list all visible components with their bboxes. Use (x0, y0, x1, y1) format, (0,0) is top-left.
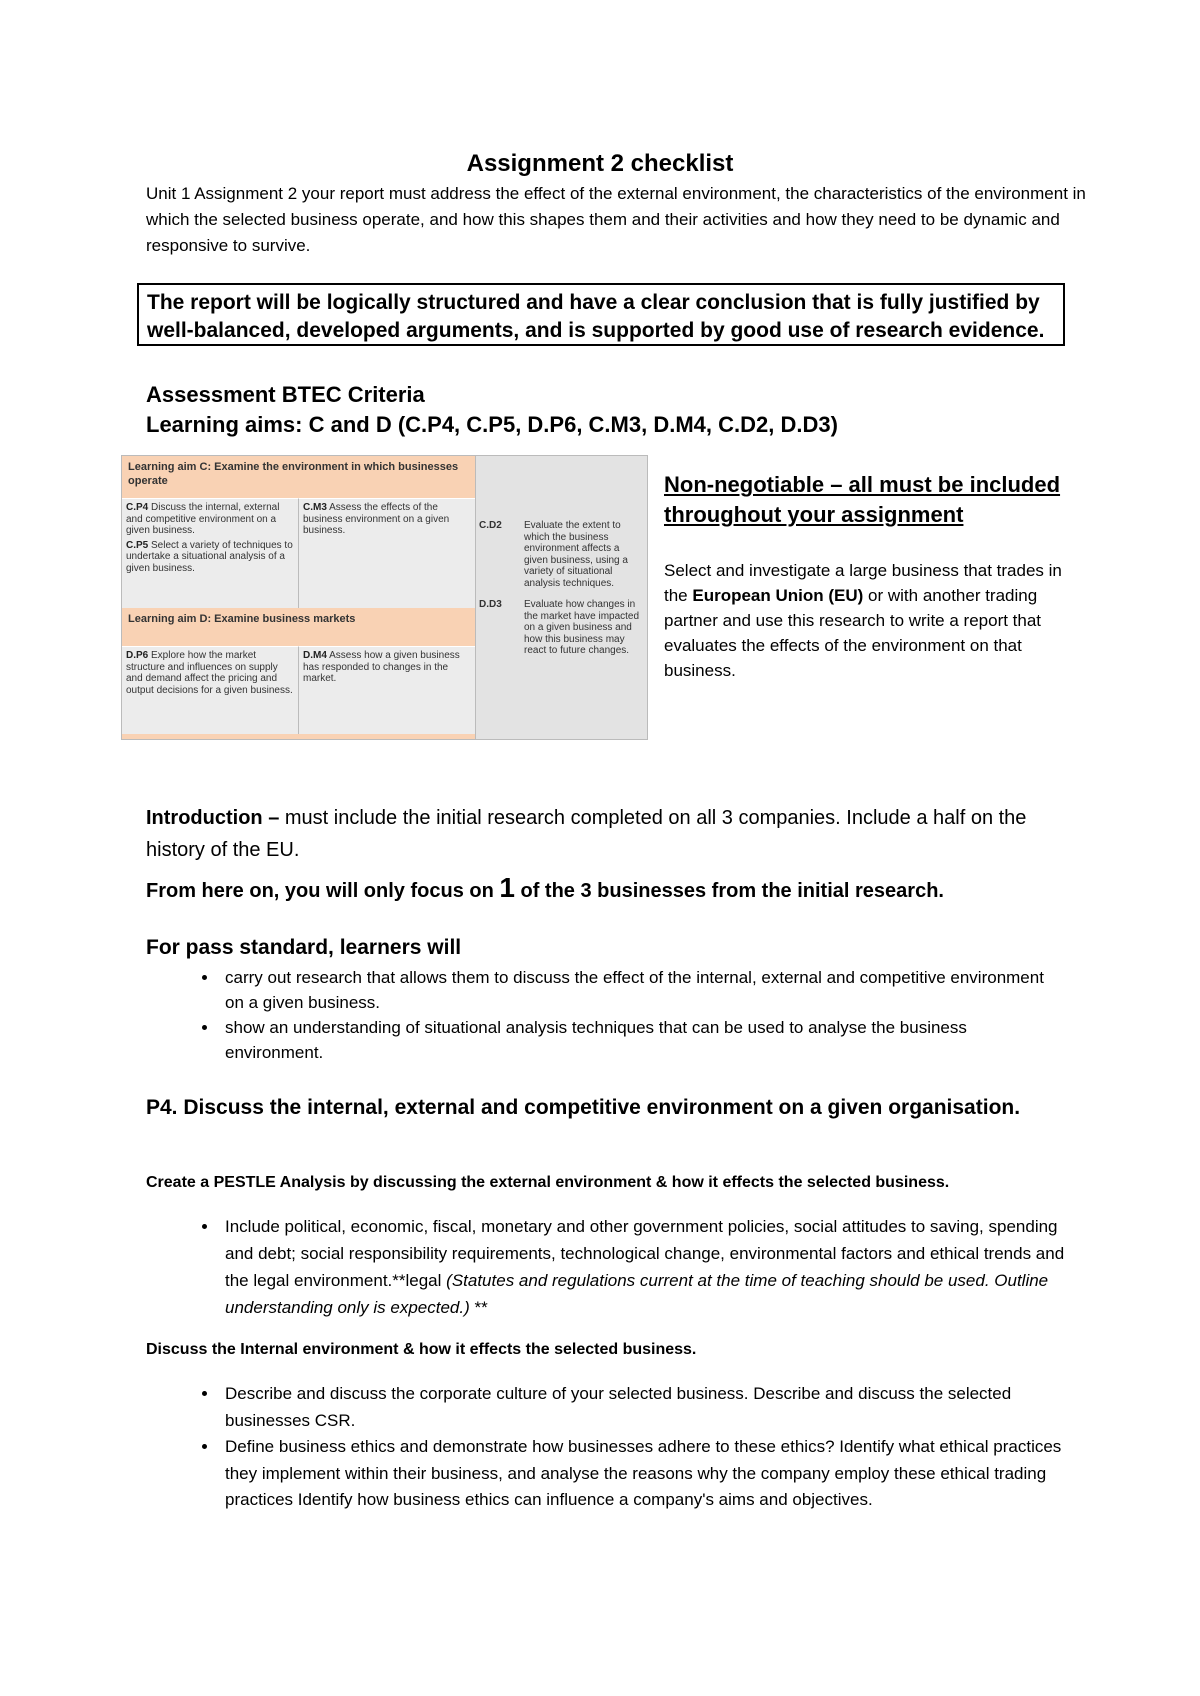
non-negotiable-heading: Non-negotiable – all must be included throughout your assignment (664, 472, 1061, 527)
pestle-heading: Create a PESTLE Analysis by discussing the external environment & how it effects the selected business. (146, 1174, 950, 1191)
cd2-code: C.D2 (479, 520, 502, 531)
cm3-text: Assess the effects of the business environment on a given business. (303, 502, 450, 536)
pass-standard-heading: For pass standard, learners will (146, 936, 462, 959)
dp6-text: Explore how the market structure and influences on supply and demand affect the pricing and output decisions for a given business. (126, 650, 293, 696)
dd3-text: Evaluate how changes in the market have impacted on a given business and how this business may react to future changes. (524, 599, 640, 656)
criteria-cm3 (299, 498, 475, 608)
cp4-text: Discuss the internal, external and competitive environment on a given business. (126, 502, 280, 536)
intro-paragraph: Unit 1 Assignment 2 your report must address the effect of the external environment, the characteristics of the environment in which the selected business operate, and how this shapes them and their activities and how they need to be dynamic and responsive to survive. (146, 184, 1086, 255)
cp5-text: Select a variety of techniques to undertake a situational analysis of a given business. (126, 539, 293, 574)
table-bottom-strip (122, 734, 475, 739)
list-item: • Describe and discuss the corporate culture of your selected business. Describe and discuss the selected businesses CSR. (219, 1381, 1066, 1434)
list-item: • Include political, economic, fiscal, monetary and other government policies, social attitudes to saving, spending and debt; social responsibility requirements, technological change, environmental factors and ethical trends and the legal environment.**legal (Statutes and regulations current at the time of teaching should be used. Outline understanding only is expected.) ** (219, 1213, 1066, 1321)
pass-list (146, 965, 1066, 1065)
introduction-paragraph: Introduction – must include the initial research completed on all 3 companies. Include a half on the history of the EU. (146, 807, 1027, 861)
introduction-label: Introduction – (146, 807, 280, 829)
cd2-text: Evaluate the extent to which the business environment affects a given business, using a variety of situational analysis techniques. (524, 520, 628, 589)
report-requirement-callout: The report will be logically structured and have a clear conclusion that is fully justified by well-balanced, developed arguments, and is supported by good use of research evidence. (137, 283, 1065, 346)
criteria-title: Assessment BTEC Criteria (146, 382, 425, 407)
eu-bold: European Union (EU) (692, 586, 864, 605)
non-negotiable-text: Select and investigate a large business that trades in the European Union (EU) or with another trading partner and use this research to write a report that evaluates the effects of the environment on that business. (664, 561, 1062, 680)
dp6-code: D.P6 (126, 650, 149, 661)
aim-d-header: Learning aim D: Examine business markets (122, 608, 475, 646)
pestle-list (146, 1213, 1066, 1321)
dm4-code: D.M4 (303, 650, 327, 661)
cp5-code: C.P5 (126, 539, 149, 551)
criteria-dp6 (122, 646, 299, 734)
list-item: • Define business ethics and demonstrate how businesses adhere to these ethics? Identify what ethical practices they implement within their business, and analyse the reasons why the company employ these ethical trading practices Identify how business ethics can influence a company's aims and objectives. (219, 1434, 1066, 1514)
focus-statement: From here on, you will only focus on 1 of the 3 businesses from the initial research. (146, 872, 944, 903)
aim-c-header: Learning aim C: Examine the environment in which businesses operate (122, 456, 475, 498)
page-title: Assignment 2 checklist (466, 150, 734, 177)
distinction-column (475, 456, 647, 739)
dm4-text: Assess how a given business has responded to changes in the market. (303, 650, 460, 684)
focus-number: 1 (499, 872, 515, 903)
list-item: • carry out research that allows them to discuss the effect of the internal, external and competitive environment on a given business. (219, 965, 1066, 1015)
learning-aims-line: Learning aims: C and D (C.P4, C.P5, D.P6, C.M3, D.M4, C.D2, D.D3) (146, 412, 838, 437)
internal-heading: Discuss the Internal environment & how it effects the selected business. (146, 1341, 697, 1358)
criteria-table (121, 455, 648, 740)
internal-list (146, 1381, 1066, 1514)
criteria-dm4 (299, 646, 475, 734)
cm3-code: C.M3 (303, 502, 327, 513)
criteria-cp4-cp5 (122, 498, 299, 608)
legal-note: (Statutes and regulations current at the time of teaching should be used. Outline understanding only is expected.) (225, 1271, 1049, 1317)
dd3-code: D.D3 (479, 599, 502, 610)
p4-heading: P4. Discuss the internal, external and competitive environment on a given organisation. (146, 1096, 1021, 1119)
criteria-heading (146, 380, 838, 440)
list-item: • show an understanding of situational analysis techniques that can be used to analyse the business environment. (219, 1015, 1066, 1065)
cp4-code: C.P4 (126, 502, 149, 513)
